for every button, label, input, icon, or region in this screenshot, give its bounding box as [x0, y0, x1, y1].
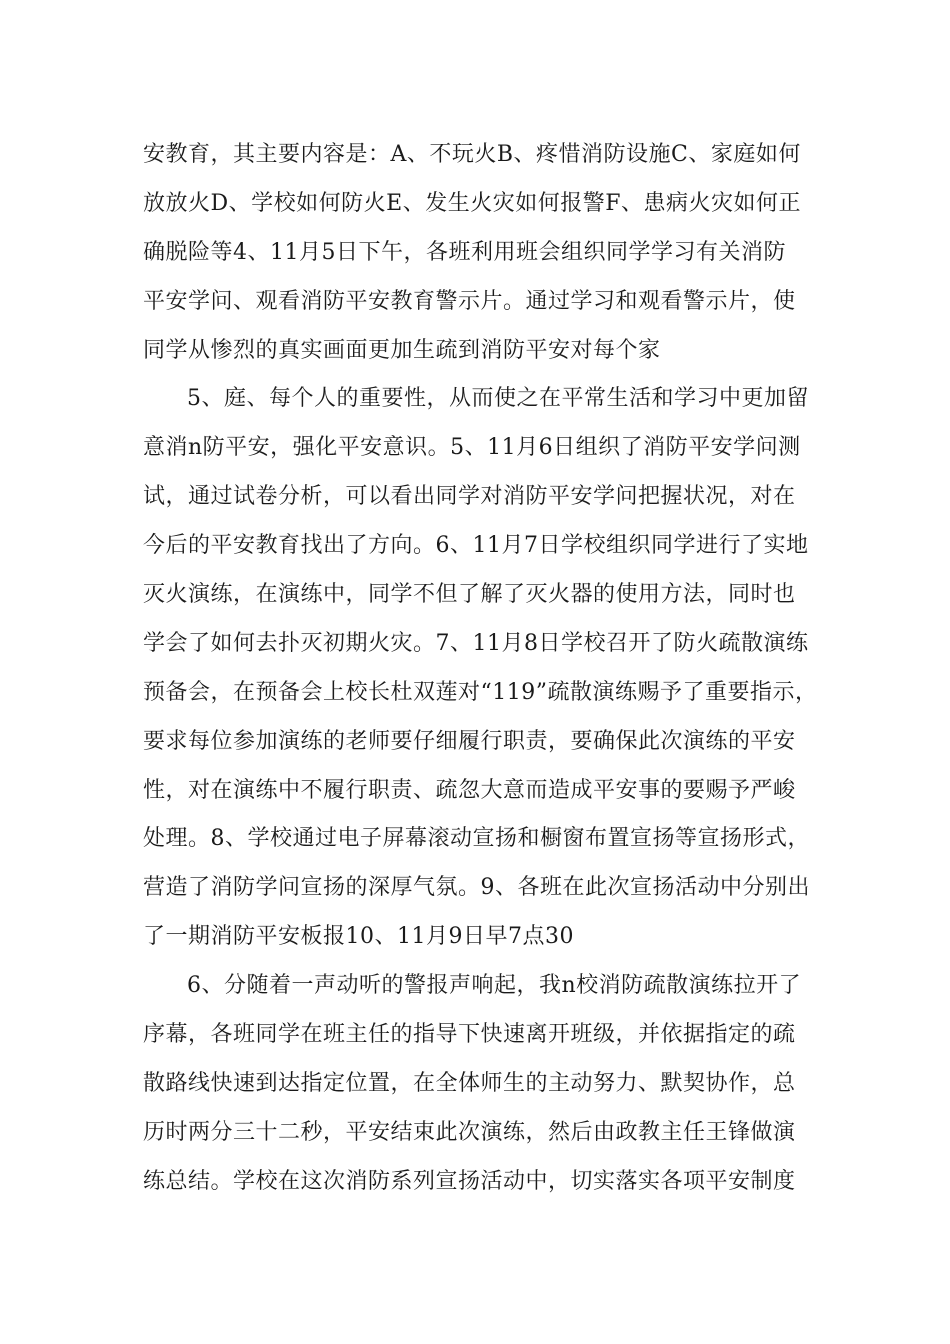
text-line: 序幕，各班同学在班主任的指导下快速离开班级，并依据指定的疏: [143, 1022, 796, 1048]
text-line: 6、分随着一声动听的警报声响起，我n校消防疏散演练拉开了: [187, 973, 802, 999]
text-line: 同学从惨烈的真实画面更加生疏到消防平安对每个家: [143, 337, 661, 363]
paragraph-1: [143, 131, 833, 375]
text-line: 性，对在演练中不履行职责、疏忽大意而造成平安事的要赐予严峻: [143, 777, 796, 803]
text-line: 历时两分三十二秒，平安结束此次演练，然后由政教主任王锋做演: [143, 1119, 796, 1145]
text-line: 5、庭、每个人的重要性，从而使之在平常生活和学习中更加留: [187, 386, 809, 412]
paragraph-2: [143, 375, 833, 962]
text-line: 平安学问、观看消防平安教育警示片。通过学习和观看警示片，使: [143, 288, 796, 314]
text-line: 意消n防平安，强化平安意识。5、11月6日组织了消防平安学问测: [143, 435, 801, 461]
text-line: 了一期消防平安板报10、11月9日早7点30: [143, 924, 574, 950]
text-line: 学会了如何去扑灭初期火灾。7、11月8日学校召开了防火疏散演练: [143, 630, 809, 656]
paragraph-3: [143, 962, 833, 1206]
text-line: 练总结。学校在这次消防系列宣扬活动中，切实落实各项平安制度: [143, 1168, 796, 1194]
text-line: 散路线快速到达指定位置，在全体师生的主动努力、默契协作，总: [143, 1070, 796, 1096]
text-line: 试，通过试卷分析，可以看出同学对消防平安学问把握状况，对在: [143, 484, 796, 510]
text-line: 处理。8、学校通过电子屏幕滚动宣扬和橱窗布置宣扬等宣扬形式，: [143, 826, 810, 852]
text-line: 预备会，在预备会上校长杜双莲对“119”疏散演练赐予了重要指示，: [143, 679, 818, 705]
text-line: 今后的平安教育找出了方向。6、11月7日学校组织同学进行了实地: [143, 533, 809, 559]
text-line: 确脱险等4、11月5日下午，各班利用班会组织同学学习有关消防: [143, 239, 786, 265]
text-line: 要求每位参加演练的老师要仔细履行职责，要确保此次演练的平安: [143, 728, 796, 754]
text-line: 安教育，其主要内容是：A、不玩火B、疼惜消防设施C、家庭如何: [143, 142, 801, 167]
text-line: 营造了消防学问宣扬的深厚气氛。9、各班在此次宣扬活动中分别出: [143, 875, 810, 901]
text-line: 放放火D、学校如何防火E、发生火灾如何报警F、患病火灾如何正: [143, 190, 801, 216]
text-line: 灭火演练，在演练中，同学不但了解了灭火器的使用方法，同时也: [143, 582, 796, 608]
document-body: [143, 131, 833, 1207]
